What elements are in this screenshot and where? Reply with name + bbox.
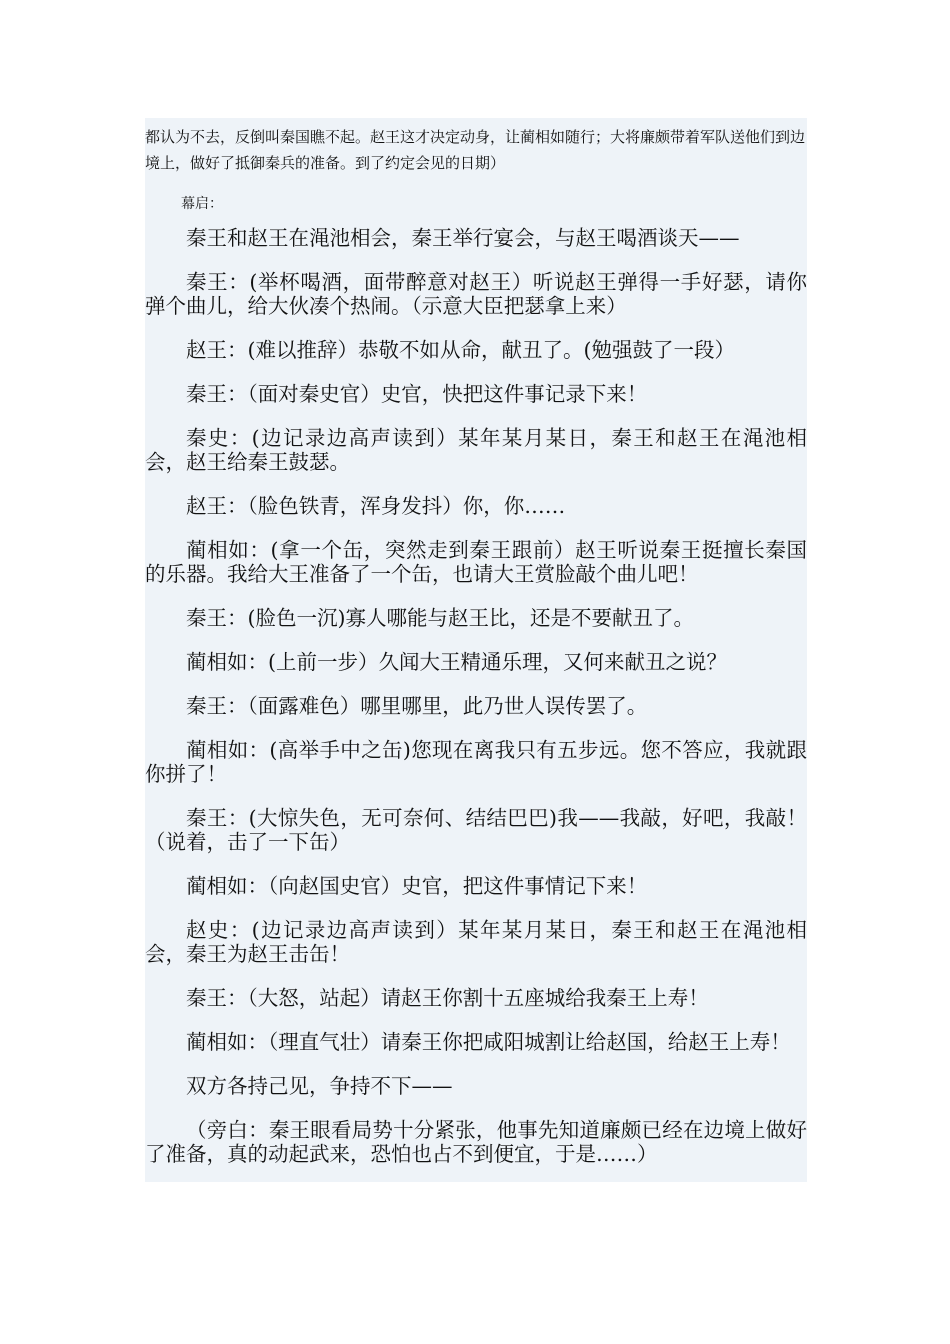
script-line: 双方各持己见，争持不下—— (186, 1074, 453, 1098)
script-line: 蔺相如：(拿一个缶，突然走到秦王跟前）赵王听说秦王挺擅长秦国的乐器。我给大王准备了一个缶，也请大王赏脸敲个曲儿吧！ (145, 538, 807, 586)
script-line: 蔺相如：（理直气壮）请秦王你把咸阳城割让给赵国，给赵王上寿！ (186, 1030, 791, 1054)
script-line: 赵王：(难以推辞）恭敬不如从命，献丑了。(勉强鼓了一段） (186, 338, 735, 362)
script-line: 秦王：（面对秦史官）史官，快把这件事记录下来！ (186, 382, 648, 406)
script-line: 秦王：(举杯喝酒，面带醉意对赵王）听说赵王弹得一手好瑟，请你弹个曲儿，给大伙凑个热闹。（示意大臣把瑟拿上来） (145, 270, 807, 318)
script-line: 秦王：（大怒，站起）请赵王你割十五座城给我秦王上寿！ (186, 986, 709, 1010)
document-body (145, 124, 807, 1186)
script-line: 蔺相如：（向赵国史官）史官，把这件事情记下来！ (186, 874, 648, 898)
script-line: 蔺相如：(高举手中之缶)您现在离我只有五步远。您不答应，我就跟你拼了！ (145, 738, 807, 786)
script-line: 秦王：（面露难色）哪里哪里，此乃世人误传罢了。 (186, 694, 648, 718)
script-line: 赵史：(边记录边高声读到）某年某月某日，秦王和赵王在渑池相会，秦王为赵王击缶！ (145, 918, 807, 966)
script-line: 秦王：(脸色一沉)寡人哪能与赵王比，还是不要献丑了。 (186, 606, 694, 630)
script-line: 秦史：(边记录边高声读到）某年某月某日，秦王和赵王在渑池相会，赵王给秦王鼓瑟。 (145, 426, 807, 474)
curtain-cue: 幕启： (181, 196, 223, 212)
script-line: 秦王：(大惊失色，无可奈何、结结巴巴)我——我敲，好吧，我敲！（说着，击了一下缶） (145, 806, 807, 854)
script-line: 秦王和赵王在渑池相会，秦王举行宴会，与赵王喝酒谈天—— (186, 226, 740, 250)
script-line: 蔺相如：(上前一步）久闻大王精通乐理，又何来献丑之说？ (186, 650, 727, 674)
script-line: 赵王：（脸色铁青，浑身发抖）你，你…… (186, 494, 566, 518)
script-line: （旁白：秦王眼看局势十分紧张，他事先知道廉颇已经在边境上做好了准备，真的动起武来，恐怕也占不到便宜，于是……） (145, 1118, 807, 1166)
intro-paragraph: 都认为不去，反倒叫秦国瞧不起。赵王这才决定动身，让蔺相如随行；大将廉颇带着军队送他们到边境上，做好了抵御秦兵的准备。到了约定会见的日期） (145, 128, 806, 172)
